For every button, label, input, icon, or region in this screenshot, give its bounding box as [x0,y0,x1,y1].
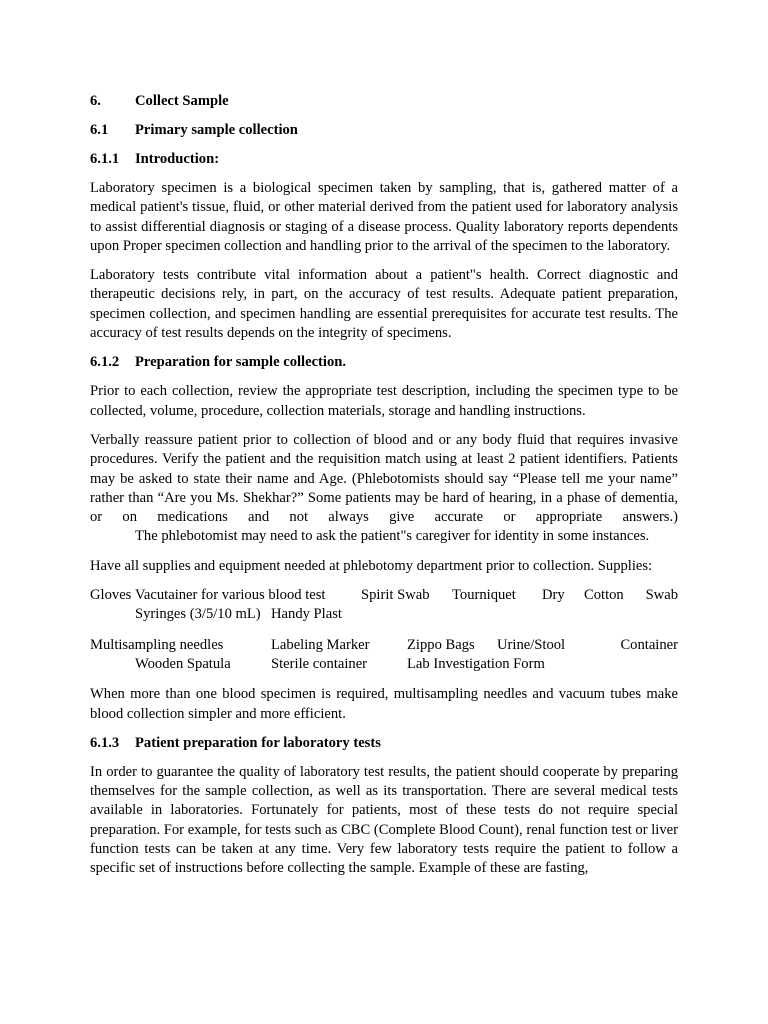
supply-item: Container [620,636,678,653]
supply-item: Vacutainer for various blood test [135,587,326,604]
paragraph-reassure-patient [90,431,678,547]
supply-item: Handy Plast [271,606,342,623]
supply-item: Cotton [584,587,624,604]
paragraph-review-test: Prior to each collection, review the appropriate test description, including the specimen type to be collected, volume, procedure, collection materials, storage and handling instructions. [90,383,678,419]
supply-item: Swab [645,587,678,604]
heading-6-1-3 [90,734,678,753]
paragraph-specimen-definition: Laboratory specimen is a biological specimen taken by sampling, that is, gathered matter of a medical patient's tissue, fluid, or other material derived from the patient used for laboratory analysis to assist differential diagnosis or staging of a disease process. Quality laboratory reports dependents upon Proper specimen collection and handling prior to the arrival of the specimen to the laboratory. [90,180,678,254]
reassure-text-continued: The phlebotomist may need to ask the patient"s caregiver for identity in some instances. [135,528,650,545]
supplies-row [90,655,678,674]
heading-title: Preparation for sample collection. [135,354,347,371]
heading-number: 6. [90,93,101,109]
supplies-list-1 [90,586,678,625]
paragraph-supplies-intro: Have all supplies and equipment needed at phlebotomy department prior to collection. Supplies: [90,557,653,574]
supply-item: Gloves [90,587,132,604]
supply-item: Syringes (3/5/10 mL) [135,606,261,623]
heading-number: 6.1.3 [90,734,120,751]
supply-item: Tourniquet [452,587,516,604]
heading-6 [90,92,678,111]
heading-title: Introduction: [135,151,220,167]
document-page [90,92,678,889]
paragraph-patient-preparation: In order to guarantee the quality of laboratory test results, the patient should cooperate by preparing themselves for the sample collection, as well as its transportation. There are several medical tests available in laboratories. Fortunately for patients, most of these tests do not require special preparation. For example, for tests such as CBC (Complete Blood Count), renal function test or liver function tests can be taken at any time. Very few laboratory tests require the patient to follow a specific set of instructions before collecting the sample. Example of these are fasting, [90,763,678,877]
heading-6-1 [90,121,678,140]
supply-item: Sterile container [271,655,368,672]
paragraph-lab-tests-importance: Laboratory tests contribute vital information about a patient"s health. Correct diagnostic and therapeutic decisions rely, in part, on the accuracy of test results. Adequate patient preparation, specimen collection, and specimen handling are essential prerequisites for accurate test results. The accuracy of test results depends on the integrity of specimens. [90,267,678,342]
heading-6-1-1 [90,150,678,169]
reassure-text: Verbally reassure patient prior to collection of blood and or any body fluid that requires invasive procedures. Verify the patient and the requisition match using at least 2 patient identifiers. Patients may be asked to state their name and Age. (Phlebotomists should say “Please tell me your name” rather than “Are you Ms. Shekhar?” Some patients may be hard of hearing, in a phase of dementia, or on medications and not always give accurate or appropriate answers.) [90,431,678,526]
heading-title: Collect Sample [135,93,229,109]
supply-item: Urine/Stool [497,636,566,653]
supply-item: Wooden Spatula [135,655,231,672]
heading-number: 6.1.2 [90,354,120,371]
heading-number: 6.1.1 [90,151,120,167]
supply-item: Dry [542,587,565,604]
supply-item: Zippo Bags [407,636,475,653]
supply-item: Lab Investigation Form [407,655,545,672]
paragraph-multisampling: When more than one blood specimen is required, multisampling needles and vacuum tubes make blood collection simpler and more efficient. [90,686,678,722]
supply-item: Multisampling needles [90,636,224,653]
heading-title: Primary sample collection [135,122,298,138]
supplies-row [90,605,678,624]
heading-6-1-2 [90,353,678,372]
supplies-row [90,586,678,605]
supplies-row [90,636,678,655]
heading-number: 6.1 [90,122,109,138]
heading-title: Patient preparation for laboratory tests [135,734,381,751]
supply-item: Labeling Marker [271,636,370,653]
supply-item: Spirit Swab [361,587,430,604]
supplies-list-2 [90,636,678,675]
